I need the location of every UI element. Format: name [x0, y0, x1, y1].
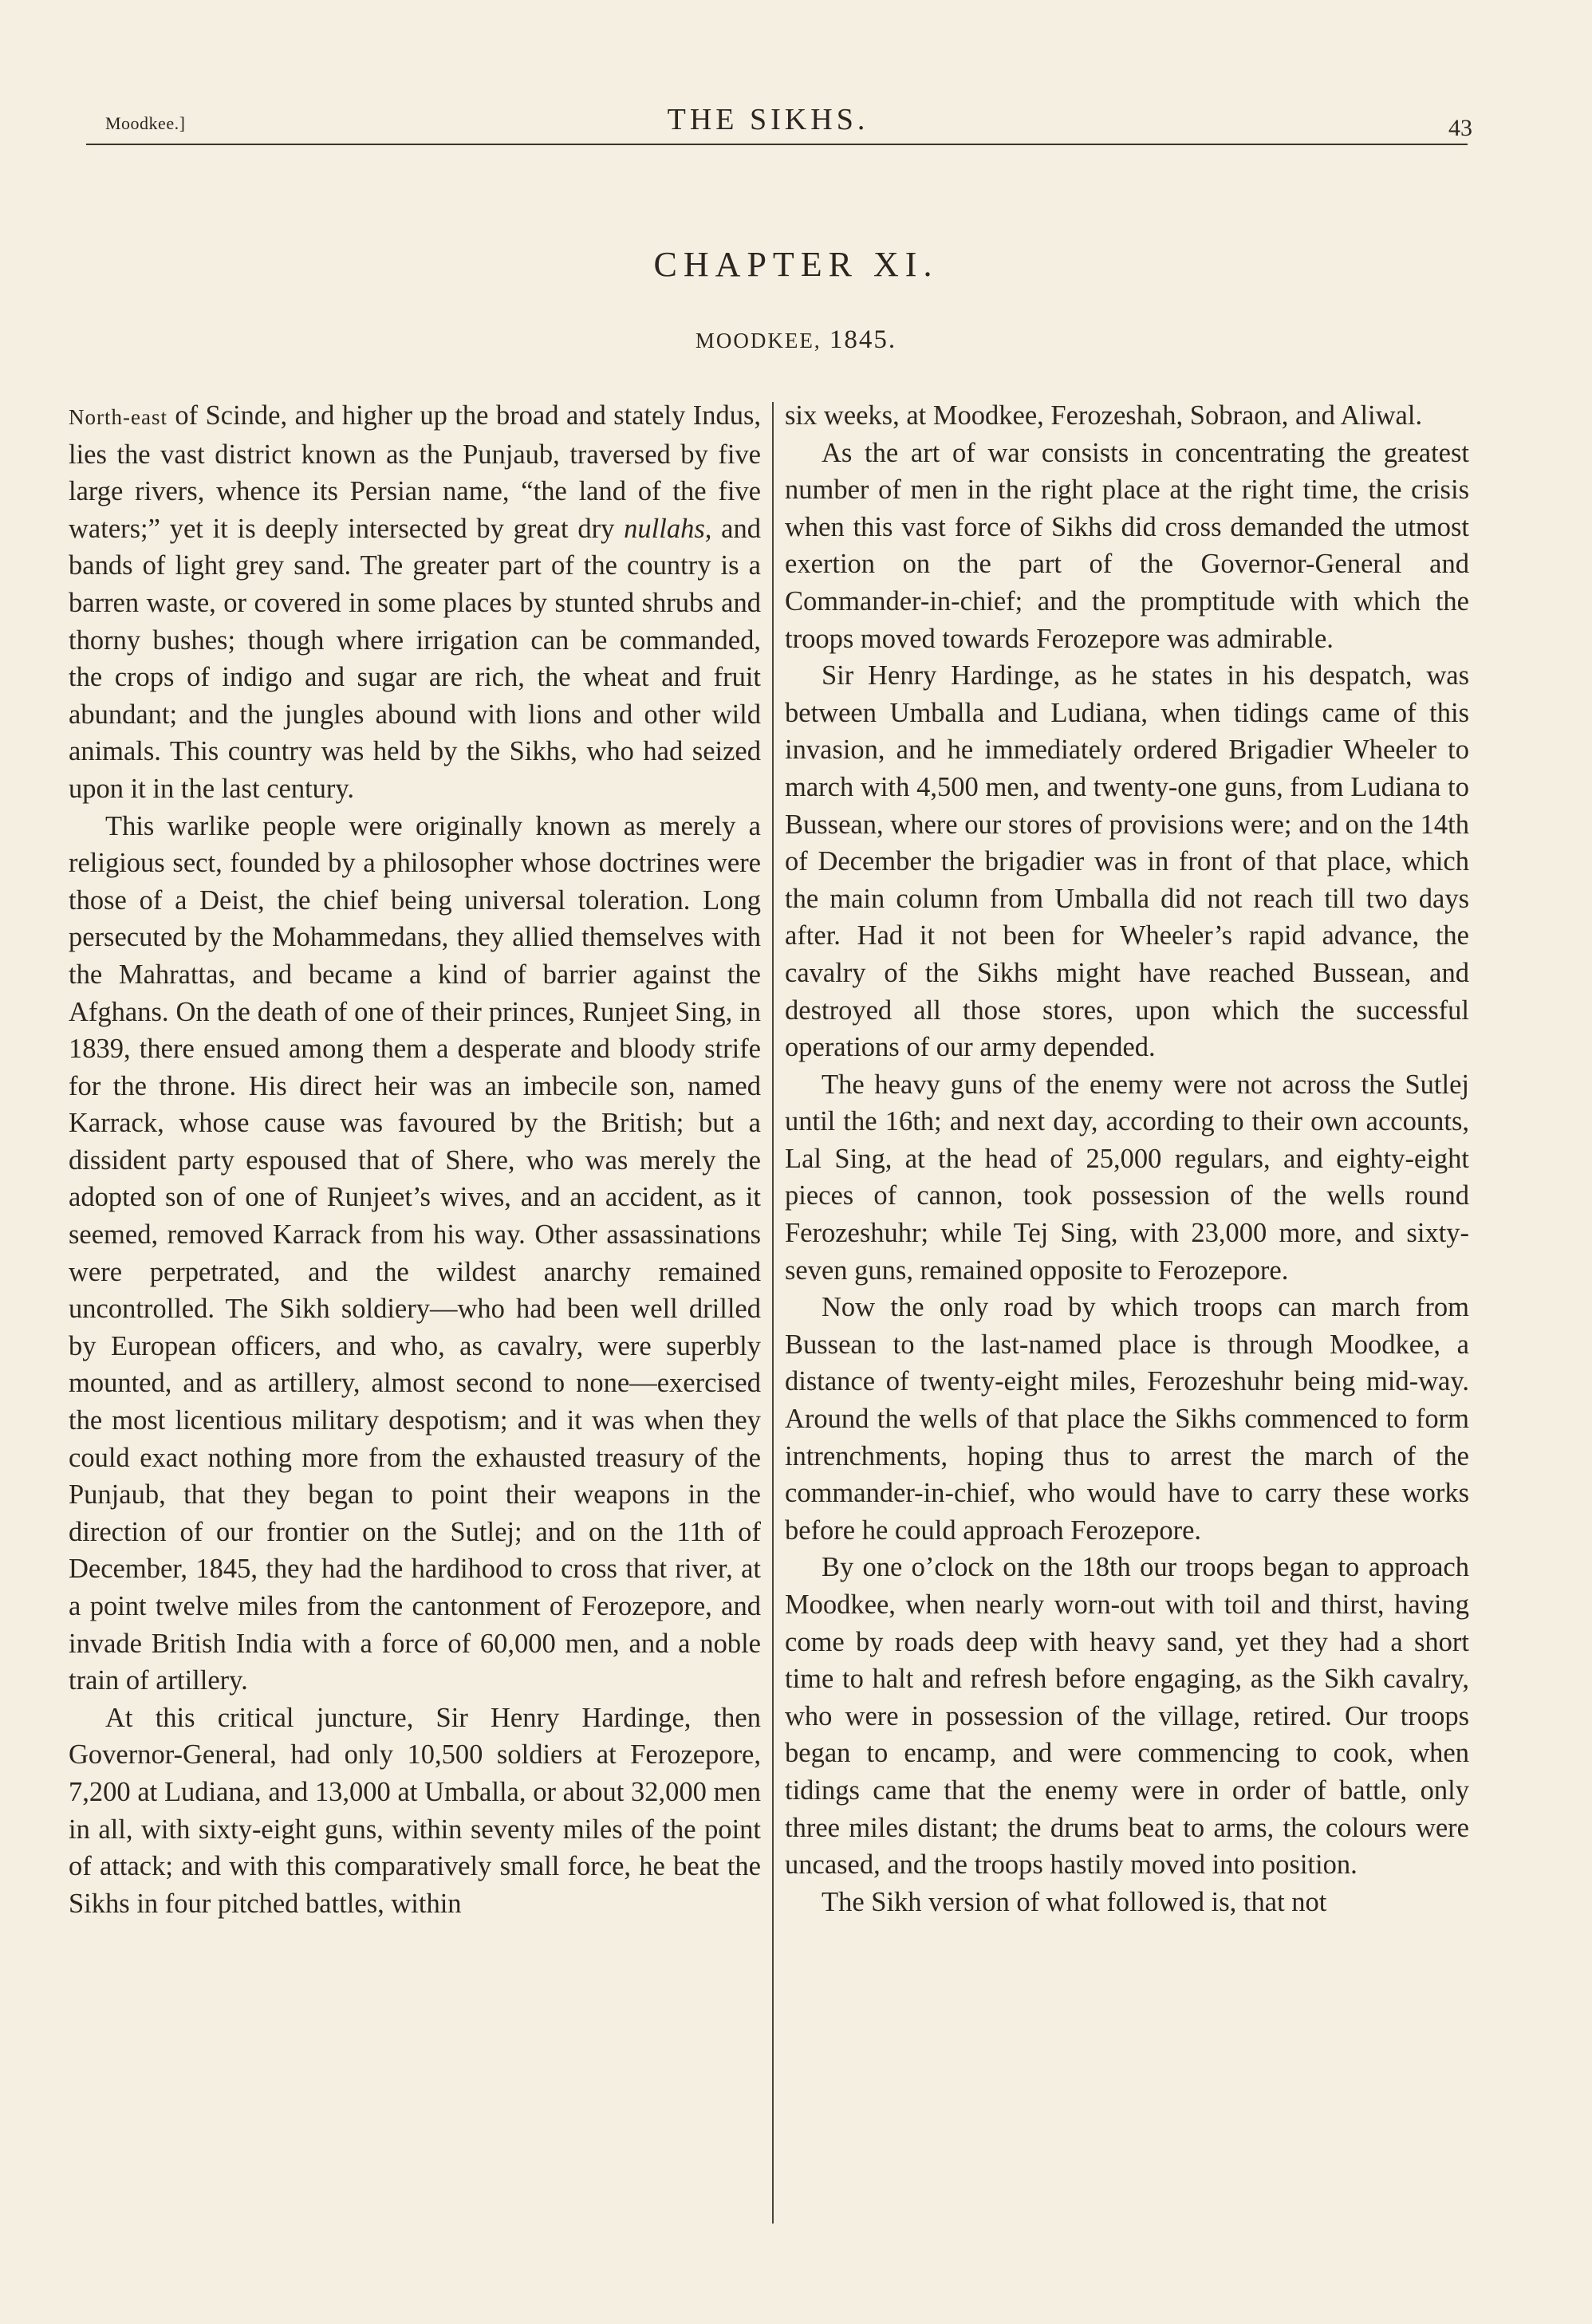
paragraph: At this critical juncture, Sir Henry Hardinge, then Governor-General, had only 10,500 soldiers at Ferozepore, 7,200 at Ludiana, and 13,000 at Umballa, or about 32,000 men in all, with sixty-eight guns, within seventy miles of the point of attack; and with this comparatively small force, he beat the Sikhs in four pitched battles, within [69, 1702, 761, 1919]
chapter-subtitle-place: MOODKEE, [695, 329, 822, 353]
running-head [69, 94, 1472, 150]
paragraph [69, 397, 761, 808]
paragraph: The Sikh version of what followed is, that not [822, 1886, 1327, 1917]
paragraph: By one o’clock on the 18th our troops began to approach Moodkee, when nearly worn-out with toil and thirst, having come by roads deep with heavy sand, yet they had a short time to halt and refresh before engaging, as the Sikh cavalry, who were in possession of the village, retired. Our troops began to encamp, and were commencing to cook, when tidings came that the enemy were in order of battle, only three miles distant; the drums beat to arms, the colours were uncased, and the troops hastily moved into position. [785, 1552, 1469, 1881]
chapter-subtitle [0, 325, 1592, 355]
paragraph: The heavy guns of the enemy were not across the Sutlej until the 16th; and next day, according to their own accounts, Lal Sing, at the head of 25,000 regulars, and eighty-eight pieces of cannon, took possession of the wells round Ferozeshuhr; while Tej Sing, with 23,000 more, and sixty-seven guns, remained opposite to Ferozepore. [785, 1069, 1469, 1286]
chapter-title: CHAPTER XI. [653, 245, 939, 284]
running-head-title: THE SIKHS. [667, 103, 869, 136]
paragraph-text: and bands of light grey sand. The greater part of the country is a barren waste, or covered in some places by stunted shrubs and thorny bushes; though where irrigation can be commanded, the crops of indigo and sugar are rich, the wheat and fruit abundant; and the jungles abound with lions and other wild animals. This country was held by the Sikhs, who had seized upon it in the last century. [69, 513, 761, 804]
page-number: 43 [1448, 115, 1472, 141]
paragraph: As the art of war consists in concentrating the greatest number of men in the right place at the right time, the crisis when this vast force of Sikhs did cross demanded the utmost exertion on the part of the Governor-General and Commander-in-chief; and the promptitude with which the troops moved towards Ferozepore was admirable. [785, 437, 1469, 654]
running-head-section: Moodkee.] [105, 113, 186, 133]
paragraph-lead: North-east [69, 405, 167, 429]
paragraph: six weeks, at Moodkee, Ferozeshah, Sobraon, and Aliwal. [785, 400, 1423, 431]
paragraph-text: of Scinde, and higher up the broad and stately Indus, lies the vast district known as the Punjaub, traversed by five large rivers, whence its Persian name, “the land of the five waters;” yet it is deeply intersected by great dry [69, 400, 761, 544]
column-divider [772, 402, 774, 2224]
right-column [785, 397, 1469, 1920]
paragraph: Now the only road by which troops can march from Bussean to the last-named place is through Moodkee, a distance of twenty-eight miles, Ferozeshuhr being mid-way. Around the wells of that place the Sikhs commenced to form intrenchments, hoping thus to arrest the march of the commander-in-chief, who would have to carry these works before he could approach Ferozepore. [785, 1292, 1469, 1546]
left-column [69, 397, 761, 1922]
paragraph: Sir Henry Hardinge, as he states in his despatch, was between Umballa and Ludiana, when tidings came of this invasion, and he immediately ordered Brigadier Wheeler to march with 4,500 men, and twenty-one guns, from Ludiana to Bussean, where our stores of provisions were; and on the 14th of December the brigadier was in front of that place, which the main column from Umballa did not reach till two days after. Had it not been for Wheeler’s rapid advance, the cavalry of the Sikhs might have reached Bussean, and destroyed all those stores, upon which the successful operations of our army depended. [785, 660, 1469, 1063]
chapter-subtitle-year: 1845. [829, 325, 897, 354]
paragraph: This warlike people were originally known as merely a religious sect, founded by a philosopher whose doctrines were those of a Deist, the chief being universal toleration. Long persecuted by the Mohammedans, they allied themselves with the Mahrattas, and became a kind of barrier against the Afghans. On the death of one of their princes, Runjeet Sing, in 1839, there ensued among them a desperate and bloody strife for the throne. His direct heir was an imbecile son, named Karrack, whose cause was favoured by the British; but a dissident party espoused that of Shere, who was merely the adopted son of one of Runjeet’s wives, and an accident, as it seemed, removed Karrack from his way. Other assassinations were perpetrated, and the wildest anarchy remained uncontrolled. The Sikh soldiery—who had been well drilled by European officers, and who, as cavalry, were superbly mounted, and as artillery, almost second to none—exercised the most licentious military despotism; and it was when they could exact nothing more from the exhausted treasury of the Punjaub, that they began to point their weapons in the direction of our frontier on the Sutlej; and on the 11th of December, 1845, they had the hardihood to cross that river, at a point twelve miles from the cantonment of Ferozepore, and invade British India with a force of 60,000 men, and a noble train of artillery. [69, 810, 761, 1696]
paragraph-italic: nullahs, [624, 513, 712, 544]
header-rule [86, 144, 1468, 145]
